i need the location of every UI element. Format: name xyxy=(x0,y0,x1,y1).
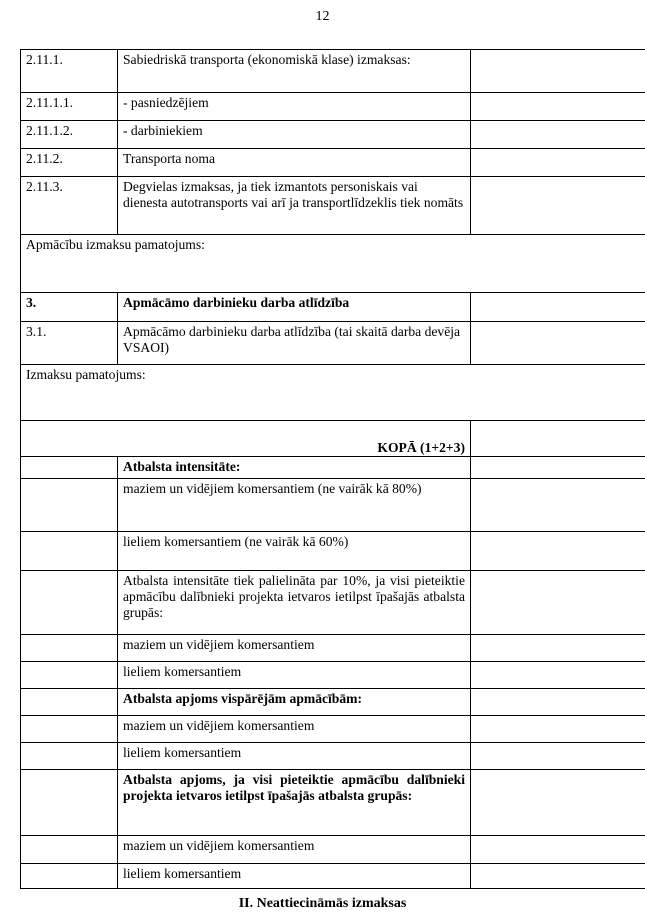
empty-cell xyxy=(21,864,118,889)
table-row xyxy=(21,121,645,149)
table-row xyxy=(21,479,645,532)
row-description: - pasniedzējiem xyxy=(118,93,471,121)
amount-cell xyxy=(471,532,645,571)
table-row xyxy=(21,571,645,635)
amount-cell xyxy=(471,864,645,889)
table-row xyxy=(21,689,645,716)
row-description: maziem un vidējiem komersantiem xyxy=(118,635,471,662)
table-row xyxy=(21,716,645,743)
row-number: 3.1. xyxy=(21,322,118,365)
table-row xyxy=(21,770,645,836)
table-row xyxy=(21,635,645,662)
amount-cell xyxy=(471,770,645,836)
amount-cell xyxy=(471,149,645,177)
table-row xyxy=(21,743,645,770)
table-row xyxy=(21,149,645,177)
row-description: Atbalsta intensitāte tiek palielināta par 10%, ja visi pieteiktie apmācību dalībnieki projekta ietvaros ietilpst īpašajās atbalsta grupās: xyxy=(118,571,471,635)
row-description: Apmācāmo darbinieku darba atlīdzība xyxy=(118,293,471,322)
empty-cell xyxy=(21,743,118,770)
table-row xyxy=(21,293,645,322)
table-row xyxy=(21,93,645,121)
row-description: lieliem komersantiem (ne vairāk kā 60%) xyxy=(118,532,471,571)
row-number: 2.11.1. xyxy=(21,50,118,93)
empty-cell xyxy=(21,836,118,864)
page-number: 12 xyxy=(315,9,330,24)
table-row xyxy=(21,421,645,457)
row-description: Atbalsta intensitāte: xyxy=(118,457,471,479)
amount-cell xyxy=(471,121,645,149)
empty-cell xyxy=(21,770,118,836)
empty-cell xyxy=(21,479,118,532)
table-row xyxy=(21,457,645,479)
row-description: maziem un vidējiem komersantiem xyxy=(118,836,471,864)
row-number: 2.11.2. xyxy=(21,149,118,177)
empty-cell xyxy=(21,457,118,479)
table-row xyxy=(21,177,645,235)
amount-cell xyxy=(471,93,645,121)
amount-cell xyxy=(471,50,645,93)
table-row xyxy=(21,235,645,293)
table-row xyxy=(21,864,645,889)
amount-cell xyxy=(471,177,645,235)
row-number: 3. xyxy=(21,293,118,322)
section-title: II. Neattiecināmās izmaksas xyxy=(238,896,407,911)
empty-cell xyxy=(21,689,118,716)
amount-cell xyxy=(471,743,645,770)
table-row xyxy=(21,322,645,365)
row-number: 2.11.1.1. xyxy=(21,93,118,121)
row-description: lieliem komersantiem xyxy=(118,743,471,770)
row-description: maziem un vidējiem komersantiem (ne vairāk kā 80%) xyxy=(118,479,471,532)
row-number: 2.11.1.2. xyxy=(21,121,118,149)
row-description: maziem un vidējiem komersantiem xyxy=(118,716,471,743)
amount-cell xyxy=(471,689,645,716)
table-row xyxy=(21,662,645,689)
total-label: KOPĀ (1+2+3) xyxy=(21,421,471,457)
amount-cell xyxy=(471,836,645,864)
row-description: Apmācāmo darbinieku darba atlīdzība (tai skaitā darba devēja VSAOI) xyxy=(118,322,471,365)
justification-label: Apmācību izmaksu pamatojums: xyxy=(21,235,645,293)
table-row xyxy=(21,532,645,571)
amount-cell xyxy=(471,716,645,743)
amount-cell xyxy=(471,571,645,635)
table-row xyxy=(21,50,645,93)
justification-label: Izmaksu pamatojums: xyxy=(21,365,645,421)
row-description: lieliem komersantiem xyxy=(118,864,471,889)
empty-cell xyxy=(21,571,118,635)
budget-table xyxy=(20,49,645,889)
row-description: Transporta noma xyxy=(118,149,471,177)
row-description: Degvielas izmaksas, ja tiek izmantots personiskais vai dienesta autotransports vai arī ja transportlīdzeklis tiek nomāts xyxy=(118,177,471,235)
amount-cell xyxy=(471,293,645,322)
amount-cell xyxy=(471,479,645,532)
empty-cell xyxy=(21,662,118,689)
empty-cell xyxy=(21,716,118,743)
row-description: Atbalsta apjoms, ja visi pieteiktie apmācību dalībnieki projekta ietvaros ietilpst īpašajās atbalsta grupās: xyxy=(118,770,471,836)
table-row xyxy=(21,836,645,864)
amount-cell xyxy=(471,421,645,457)
amount-cell xyxy=(471,635,645,662)
row-description: - darbiniekiem xyxy=(118,121,471,149)
empty-cell xyxy=(21,635,118,662)
amount-cell xyxy=(471,662,645,689)
amount-cell xyxy=(471,322,645,365)
row-description: lieliem komersantiem xyxy=(118,662,471,689)
table-row xyxy=(21,365,645,421)
row-description: Atbalsta apjoms vispārējām apmācībām: xyxy=(118,689,471,716)
empty-cell xyxy=(21,532,118,571)
amount-cell xyxy=(471,457,645,479)
row-number: 2.11.3. xyxy=(21,177,118,235)
row-description: Sabiedriskā transporta (ekonomiskā klase) izmaksas: xyxy=(118,50,471,93)
